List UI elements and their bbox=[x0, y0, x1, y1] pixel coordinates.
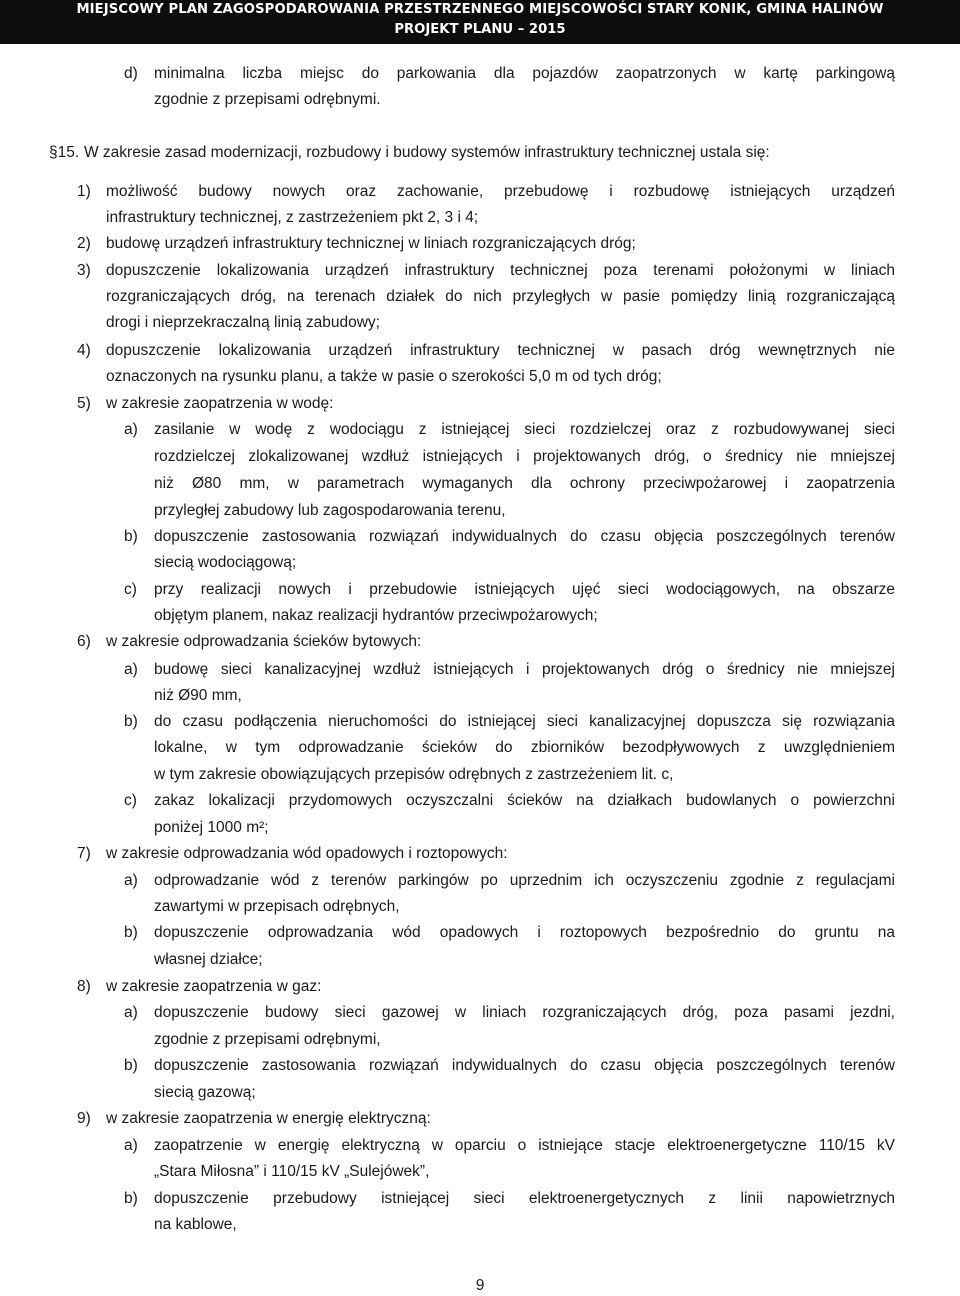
list-item-text: w zakresie zaopatrzenia w wodę: bbox=[106, 395, 334, 412]
sub-item-text: dopuszczenie przebudowy istniejącej sieci elektroenergetycznych z linii napowietrznych bbox=[154, 1190, 895, 1207]
list-item-marker: 1) bbox=[77, 183, 91, 200]
list-item-marker: 9) bbox=[77, 1110, 91, 1127]
sub-item-text: zawartymi w przepisach odrębnych, bbox=[154, 898, 400, 915]
sub-item-text: odprowadzanie wód z terenów parkingów po uprzednim ich oczyszczeniu zgodnie z regulacjami bbox=[154, 872, 895, 889]
sub-item-text: objętym planem, nakaz realizacji hydrantów przeciwpożarowych; bbox=[154, 607, 598, 624]
sub-item-text: dopuszczenie budowy sieci gazowej w liniach rozgraniczających dróg, poza pasami jezdni, bbox=[154, 1004, 895, 1021]
page-number: 9 bbox=[475, 1277, 485, 1294]
sub-item-text: dopuszczenie zastosowania rozwiązań indywidualnych do czasu objęcia poszczególnych terenów bbox=[154, 528, 895, 545]
sub-item-marker: a) bbox=[124, 661, 138, 678]
sub-item-text: siecią gazową; bbox=[154, 1084, 256, 1101]
list-item-marker: 4) bbox=[77, 342, 91, 359]
sub-item-text: „Stara Miłosna” i 110/15 kV „Sulejówek”, bbox=[154, 1163, 430, 1180]
list-item-text: w zakresie odprowadzania ścieków bytowych: bbox=[106, 633, 422, 650]
section-intro: W zakresie zasad modernizacji, rozbudowy i budowy systemów infrastruktury technicznej ustala się: bbox=[84, 144, 770, 161]
list-item-text: rozgraniczających dróg, na terenach działek do nich przyległych w pasie pomiędzy linią rozgraniczającą bbox=[106, 288, 895, 305]
sub-item-marker: b) bbox=[124, 713, 138, 730]
list-item-text: w zakresie zaopatrzenia w energię elektryczną: bbox=[106, 1110, 431, 1127]
sub-item-text: własnej działce; bbox=[154, 951, 263, 968]
sub-item-text: niż Ø90 mm, bbox=[154, 687, 242, 704]
sub-item-text: budowę sieci kanalizacyjnej wzdłuż istniejących i projektowanych dróg o średnicy nie mniejszej bbox=[154, 661, 895, 678]
list-item-text: oznaczonych na rysunku planu, a także w pasie o szerokości 5,0 m od tych dróg; bbox=[106, 368, 662, 385]
sub-item-marker: a) bbox=[124, 872, 138, 889]
list-item-text: w zakresie zaopatrzenia w gaz: bbox=[106, 978, 322, 995]
list-item-marker: 5) bbox=[77, 395, 91, 412]
sub-item-text: lokalne, w tym odprowadzanie ścieków do zbiorników bezodpływowych z uwzględnieniem bbox=[154, 739, 895, 756]
sub-item-text: na kablowe, bbox=[154, 1216, 237, 1233]
list-item-text: dopuszczenie lokalizowania urządzeń infrastruktury technicznej w pasach dróg wewnętrznych nie bbox=[106, 342, 895, 359]
list-item-text: dopuszczenie lokalizowania urządzeń infrastruktury technicznej poza terenami położonymi w liniach bbox=[106, 262, 895, 279]
sub-item-text: zasilanie w wodę z wodociągu z istniejącej sieci rozdzielczej oraz z rozbudowywanej sieci bbox=[154, 421, 895, 438]
sub-item-marker: a) bbox=[124, 1004, 138, 1021]
sub-item-text: dopuszczenie odprowadzania wód opadowych i roztopowych bezpośrednio do gruntu na bbox=[154, 924, 895, 941]
list-item-text: minimalna liczba miejsc do parkowania dla pojazdów zaopatrzonych w kartę parkingową bbox=[154, 65, 895, 82]
list-item-text: zgodnie z przepisami odrębnymi. bbox=[154, 91, 381, 108]
sub-item-text: dopuszczenie zastosowania rozwiązań indywidualnych do czasu objęcia poszczególnych terenów bbox=[154, 1057, 895, 1074]
list-item-text: w zakresie odprowadzania wód opadowych i roztopowych: bbox=[106, 845, 508, 862]
list-item-marker: 2) bbox=[77, 235, 91, 252]
sub-item-marker: a) bbox=[124, 421, 138, 438]
sub-item-text: zgodnie z przepisami odrębnymi, bbox=[154, 1031, 381, 1048]
sub-item-text: zaopatrzenie w energię elektryczną w oparciu o istniejące stacje elektroenergetyczne 110/15 kV bbox=[154, 1137, 895, 1154]
list-item-marker: 6) bbox=[77, 633, 91, 650]
sub-item-text: poniżej 1000 m²; bbox=[154, 819, 269, 836]
list-item-marker: 3) bbox=[77, 262, 91, 279]
list-item-marker: 8) bbox=[77, 978, 91, 995]
sub-item-text: w tym zakresie obowiązujących przepisów odrębnych z zastrzeżeniem lit. c, bbox=[154, 766, 674, 783]
sub-item-text: zakaz lokalizacji przydomowych oczyszczalni ścieków na działkach budowlanych o powierzchni bbox=[154, 792, 895, 809]
sub-item-text: przy realizacji nowych i przebudowie istniejących ujęć sieci wodociągowych, na obszarze bbox=[154, 581, 895, 598]
sub-item-marker: b) bbox=[124, 1057, 138, 1074]
list-item-text: budowę urządzeń infrastruktury technicznej w liniach rozgraniczających dróg; bbox=[106, 235, 636, 252]
sub-item-marker: b) bbox=[124, 528, 138, 545]
sub-item-text: siecią wodociągową; bbox=[154, 554, 297, 571]
section-number: §15. bbox=[49, 144, 80, 161]
list-item-text: drogi i nieprzekraczalną linią zabudowy; bbox=[106, 314, 380, 331]
sub-item-marker: c) bbox=[124, 792, 137, 809]
sub-item-marker: c) bbox=[124, 581, 137, 598]
header-subtitle: PROJEKT PLANU – 2015 bbox=[394, 22, 566, 37]
sub-item-marker: b) bbox=[124, 924, 138, 941]
sub-item-text: niż Ø80 mm, w parametrach wymaganych dla ochrony przeciwpożarowej i zaopatrzenia bbox=[154, 475, 895, 492]
header-title: MIEJSCOWY PLAN ZAGOSPODAROWANIA PRZESTRZENNEGO MIEJSCOWOŚCI STARY KONIK, GMINA HALINÓW bbox=[76, 2, 884, 17]
sub-item-marker: b) bbox=[124, 1190, 138, 1207]
sub-item-text: rozdzielczej zlokalizowanej wzdłuż istniejących i projektowanych dróg, o średnicy nie mniejszej bbox=[154, 448, 895, 465]
list-item-marker: 7) bbox=[77, 845, 91, 862]
sub-item-text: do czasu podłączenia nieruchomości do istniejącej sieci kanalizacyjnej dopuszcza się rozwiązania bbox=[154, 713, 895, 730]
list-item-marker: d) bbox=[124, 65, 138, 82]
list-item-text: możliwość budowy nowych oraz zachowanie, przebudowę i rozbudowę istniejących urządzeń bbox=[106, 183, 895, 200]
list-item-text: infrastruktury technicznej, z zastrzeżeniem pkt 2, 3 i 4; bbox=[106, 209, 479, 226]
sub-item-text: przyległej zabudowy lub zagospodarowania terenu, bbox=[154, 502, 506, 519]
sub-item-marker: a) bbox=[124, 1137, 138, 1154]
